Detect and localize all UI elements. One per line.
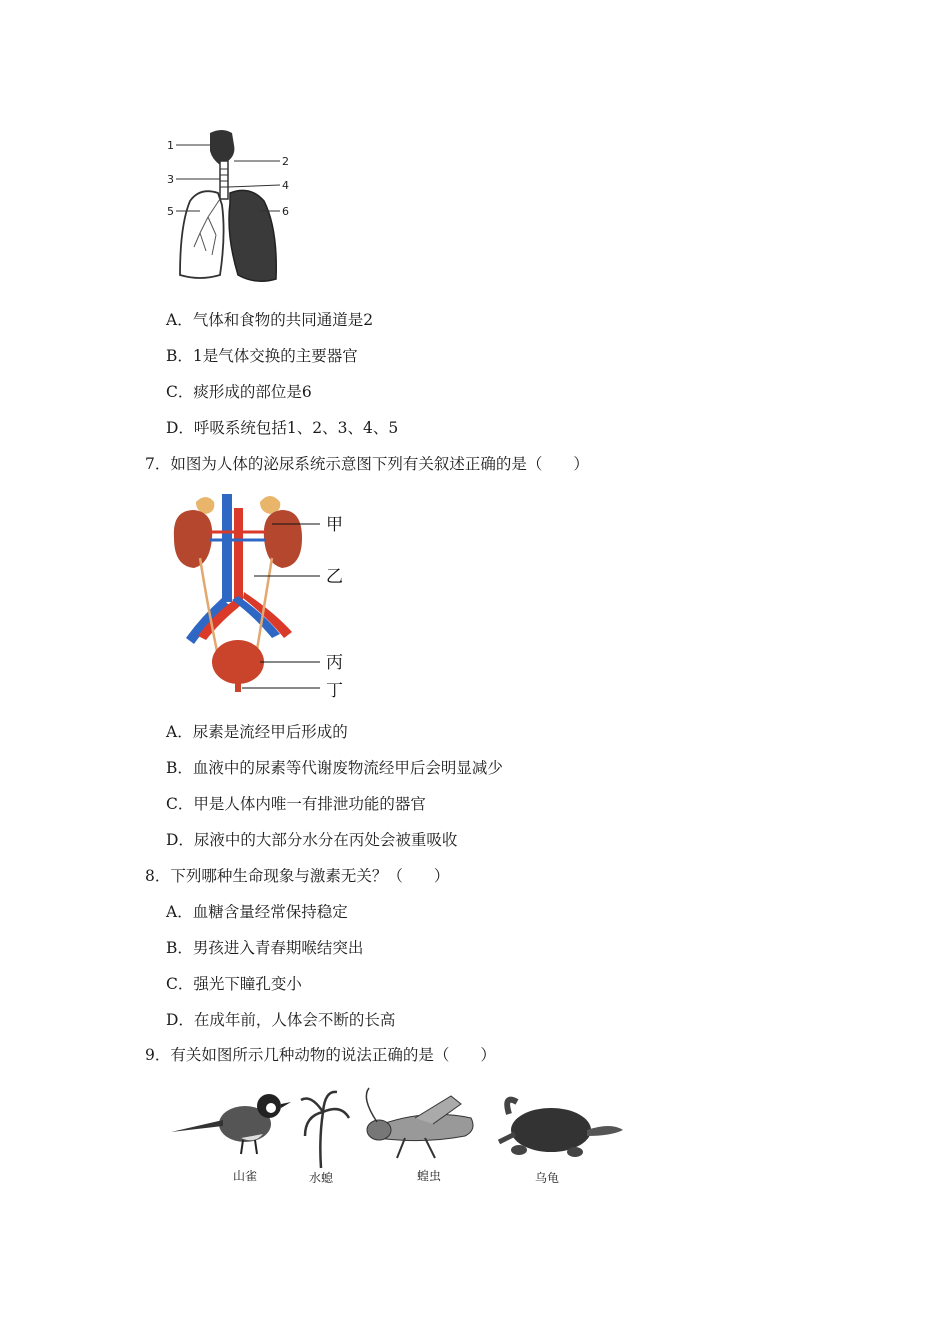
respiratory-system-figure	[160, 125, 300, 285]
q7-option-b[interactable]: B．血液中的尿素等代谢废物流经甲后会明显减少	[166, 759, 503, 777]
label-jia: 甲	[326, 515, 343, 535]
aorta	[234, 508, 243, 602]
q8-option-a[interactable]: A．血糖含量经常保持稳定	[166, 903, 348, 921]
label-1: 1	[167, 139, 174, 152]
q6-option-b[interactable]: B．1是气体交换的主要器官	[166, 347, 358, 365]
q6-option-a[interactable]: A．气体和食物的共同通道是2	[166, 311, 374, 329]
vena-cava	[222, 494, 232, 602]
nasal-cavity	[210, 130, 234, 165]
q7-stem: 7．如图为人体的泌尿系统示意图下列有关叙述正确的是（ ）	[145, 455, 589, 473]
hydra-icon	[301, 1092, 349, 1168]
label-ding: 丁	[326, 681, 343, 701]
animals-figure	[165, 1078, 635, 1190]
label-yi: 乙	[326, 567, 343, 587]
urethra	[235, 682, 241, 692]
animal-label-2: 蝗虫	[417, 1169, 442, 1183]
q8-option-b[interactable]: B．男孩进入青春期喉结突出	[166, 939, 364, 957]
q8-stem: 8．下列哪种生命现象与激素无关？（ ）	[145, 867, 450, 885]
grasshopper-icon	[366, 1088, 473, 1158]
label-5: 5	[167, 205, 174, 218]
label-3: 3	[167, 173, 174, 186]
q6-option-d[interactable]: D．呼吸系统包括1、2、3、4、5	[166, 419, 399, 437]
q9-stem: 9．有关如图所示几种动物的说法正确的是（ ）	[145, 1046, 496, 1064]
label-bing: 丙	[326, 653, 343, 673]
q8-option-d[interactable]: D．在成年前，人体会不断的长高	[166, 1011, 396, 1029]
q7-option-c[interactable]: C．甲是人体内唯一有排泄功能的器官	[166, 795, 426, 813]
turtle-icon	[499, 1100, 623, 1157]
bird-icon	[171, 1094, 291, 1154]
trachea	[220, 161, 228, 199]
left-kidney	[174, 510, 212, 568]
right-kidney	[264, 510, 302, 568]
q6-option-c[interactable]: C．痰形成的部位是6	[166, 383, 312, 401]
q7-option-d[interactable]: D．尿液中的大部分水分在丙处会被重吸收	[166, 831, 458, 849]
label-4: 4	[282, 179, 289, 192]
q7-option-a[interactable]: A．尿素是流经甲后形成的	[166, 723, 348, 741]
right-lung	[229, 190, 276, 281]
q8-option-c[interactable]: C．强光下瞳孔变小	[166, 975, 302, 993]
animal-label-0: 山雀	[233, 1169, 258, 1183]
animal-label-1: 水螅	[309, 1171, 334, 1185]
animal-label-3: 乌龟	[535, 1171, 560, 1185]
bladder	[212, 640, 264, 684]
label-6: 6	[282, 205, 289, 218]
urinary-system-figure	[160, 488, 360, 703]
label-2: 2	[282, 155, 289, 168]
